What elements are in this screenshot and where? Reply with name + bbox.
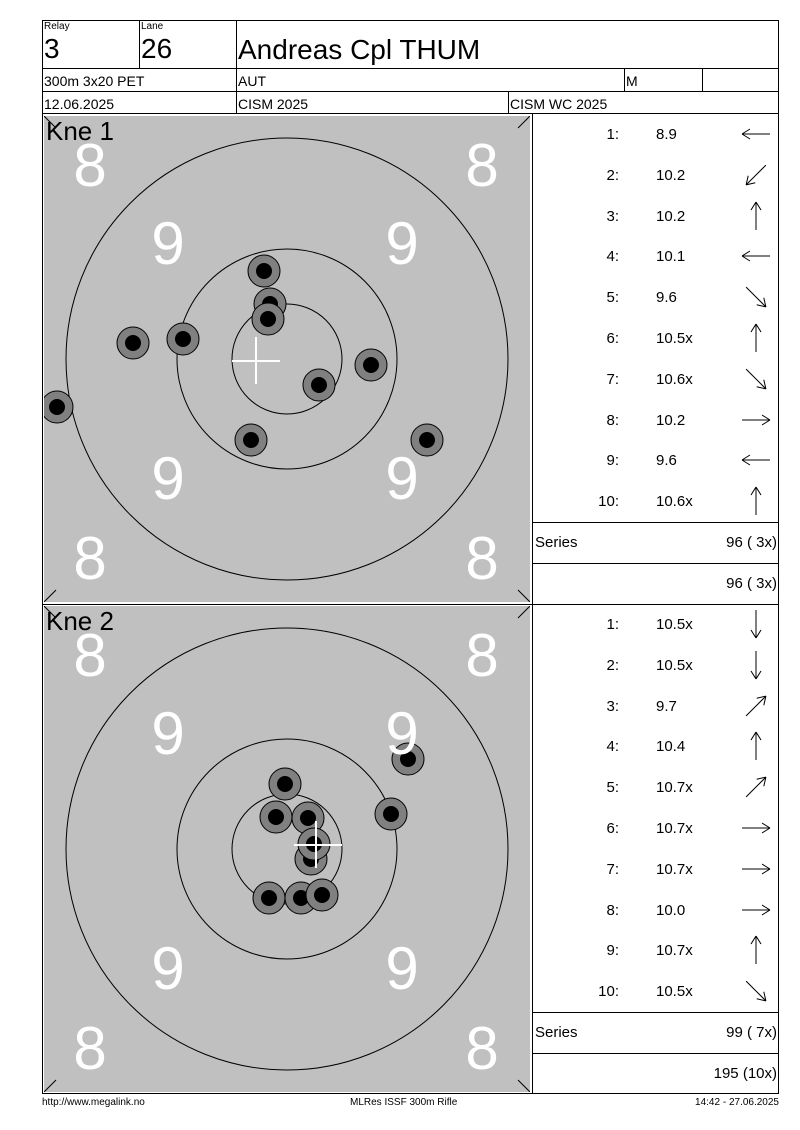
shot-number: 10: — [598, 493, 619, 511]
shot-number: 6: — [606, 330, 619, 347]
arrow-up-icon — [738, 322, 774, 358]
shot-hole — [355, 349, 387, 381]
shot-hole — [117, 327, 149, 359]
ring-number: 8 — [465, 1015, 499, 1082]
shot-number: 6: — [606, 820, 619, 837]
ring-number: 8 — [465, 525, 499, 592]
series-divider — [533, 522, 779, 523]
corner-mark — [518, 1080, 530, 1092]
shot-value: 10.5x — [656, 616, 693, 633]
shot-hole — [306, 879, 338, 911]
shot-number: 1: — [606, 616, 619, 633]
relay-value: 3 — [44, 33, 60, 64]
corner-mark — [518, 606, 530, 618]
arrow-left-icon — [738, 118, 774, 154]
arrow-right-icon — [738, 404, 774, 440]
shot-value: 10.2 — [656, 166, 686, 184]
shot-value: 10.7x — [656, 820, 693, 837]
shot-hole — [235, 424, 267, 456]
event-name: 300m 3x20 PET — [44, 73, 145, 89]
header-divider — [702, 68, 703, 91]
shot-number: 9: — [606, 942, 619, 960]
shot-hole — [44, 391, 73, 423]
shot-number: 5: — [606, 289, 619, 307]
corner-mark — [518, 116, 530, 128]
shot-row — [533, 930, 779, 970]
arrow-up-icon — [738, 934, 774, 970]
footer-software: MLRes ISSF 300m Rifle — [350, 1097, 458, 1108]
ring-number: 9 — [151, 210, 185, 277]
arrow-right-icon — [738, 812, 774, 848]
shot-row — [533, 400, 779, 440]
shot-number: 4: — [606, 248, 619, 266]
shot-row — [533, 767, 779, 807]
shot-row — [533, 645, 779, 685]
header-divider — [139, 20, 140, 68]
shot-number: 8: — [606, 411, 619, 429]
corner-mark — [518, 590, 530, 602]
shot-row — [533, 155, 779, 195]
arrow-up-right-icon — [738, 771, 774, 807]
shot-row — [533, 686, 779, 726]
match-name: CISM WC 2025 — [510, 96, 608, 112]
ring-number: 9 — [385, 210, 419, 277]
target-1-graphic — [44, 116, 530, 602]
shot-value: 9.7 — [656, 697, 677, 715]
header-divider — [624, 68, 625, 91]
target-1 — [44, 116, 530, 602]
ring-number: 8 — [73, 622, 107, 689]
ring-number: 9 — [385, 700, 419, 767]
shot-value: 9.6 — [656, 289, 677, 307]
competition-name: CISM 2025 — [238, 96, 309, 112]
shot-hole — [253, 882, 285, 914]
arrow-down-right-icon — [738, 975, 774, 1011]
shot-row — [533, 890, 779, 930]
series-label: Series — [535, 1024, 578, 1041]
shot-value: 10.1 — [656, 248, 686, 266]
shot-number: 10: — [598, 983, 619, 1001]
series-value: 96 ( 3x) — [726, 534, 777, 551]
shot-row — [533, 318, 779, 358]
shot-row — [533, 236, 779, 276]
shot-number: 7: — [606, 370, 619, 388]
corner-mark — [44, 1080, 56, 1092]
shot-value: 10.6x — [656, 493, 693, 511]
shot-value: 10.6x — [656, 370, 693, 388]
ring-number: 8 — [465, 622, 499, 689]
target-2 — [44, 606, 530, 1092]
match-date: 12.06.2025 — [44, 96, 115, 112]
arrow-right-icon — [738, 853, 774, 889]
series-divider — [533, 563, 779, 564]
arrow-down-right-icon — [738, 363, 774, 399]
total-value: 195 (10x) — [713, 1065, 777, 1082]
nation: AUT — [238, 73, 266, 89]
athlete-name: Andreas Cpl THUM — [238, 34, 481, 65]
arrow-down-icon — [738, 649, 774, 685]
shot-hole — [269, 768, 301, 800]
header-divider — [42, 91, 779, 92]
arrow-up-icon — [738, 485, 774, 521]
shot-row — [533, 359, 779, 399]
series-divider — [533, 1053, 779, 1054]
shot-value: 9.6 — [656, 452, 677, 470]
shot-row — [533, 440, 779, 480]
ring-number: 9 — [151, 445, 185, 512]
shot-row — [533, 726, 779, 766]
shot-row — [533, 277, 779, 317]
ring-number: 9 — [385, 935, 419, 1002]
arrow-up-icon — [738, 200, 774, 236]
shot-hole — [167, 323, 199, 355]
series-value: 99 ( 7x) — [726, 1024, 777, 1041]
arrow-left-icon — [738, 444, 774, 480]
shot-hole — [248, 255, 280, 287]
shot-row — [533, 114, 779, 154]
ring-number: 9 — [151, 935, 185, 1002]
arrow-down-left-icon — [738, 159, 774, 195]
target-label: Kne 1 — [46, 116, 114, 146]
arrow-up-icon — [738, 730, 774, 766]
shot-number: 8: — [606, 901, 619, 919]
shot-row — [533, 849, 779, 889]
shot-number: 9: — [606, 452, 619, 470]
shot-value: 8.9 — [656, 126, 677, 143]
shot-row — [533, 196, 779, 236]
shot-value: 10.2 — [656, 411, 686, 429]
shot-hole — [260, 801, 292, 833]
corner-mark — [44, 590, 56, 602]
shot-value: 10.4 — [656, 738, 686, 756]
ring-number: 8 — [73, 1015, 107, 1082]
shot-value: 10.5x — [656, 656, 693, 674]
shot-value: 10.7x — [656, 942, 693, 960]
ring-8 — [66, 628, 508, 1070]
shot-number: 7: — [606, 860, 619, 878]
total-value: 96 ( 3x) — [726, 575, 777, 592]
shot-hole — [375, 798, 407, 830]
shot-hole — [252, 303, 284, 335]
shot-number: 3: — [606, 207, 619, 225]
target-label: Kne 2 — [46, 606, 114, 636]
arrow-up-right-icon — [738, 690, 774, 726]
shot-value: 10.7x — [656, 860, 693, 878]
arrow-down-icon — [738, 608, 774, 644]
gender: M — [626, 73, 638, 89]
ring-number: 9 — [385, 445, 419, 512]
header-divider — [236, 20, 237, 113]
target-2-graphic — [44, 606, 530, 1092]
series-label: Series — [535, 534, 578, 551]
lane-value: 26 — [141, 33, 173, 64]
shot-row — [533, 808, 779, 848]
shot-value: 10.5x — [656, 330, 693, 347]
shot-number: 5: — [606, 779, 619, 797]
shot-row — [533, 481, 779, 521]
shot-number: 3: — [606, 697, 619, 715]
series-divider — [533, 1012, 779, 1013]
shot-number: 4: — [606, 738, 619, 756]
arrow-right-icon — [738, 894, 774, 930]
shot-number: 1: — [606, 126, 619, 143]
ring-number: 9 — [151, 700, 185, 767]
lane-label: Lane — [141, 21, 164, 32]
arrow-left-icon — [738, 240, 774, 276]
shot-value: 10.2 — [656, 207, 686, 225]
footer-timestamp: 14:42 - 27.06.2025 — [695, 1097, 779, 1108]
ring-number: 8 — [465, 132, 499, 199]
shot-row — [533, 971, 779, 1011]
shot-value: 10.0 — [656, 901, 686, 919]
shot-value: 10.7x — [656, 779, 693, 797]
shot-number: 2: — [606, 166, 619, 184]
header-divider — [508, 91, 509, 113]
header-divider — [42, 68, 779, 69]
arrow-down-right-icon — [738, 281, 774, 317]
shot-number: 2: — [606, 656, 619, 674]
relay-label: Relay — [44, 21, 70, 32]
shot-hole — [303, 369, 335, 401]
ring-number: 8 — [73, 132, 107, 199]
shot-value: 10.5x — [656, 983, 693, 1001]
footer-url: http://www.megalink.no — [42, 1097, 145, 1108]
ring-number: 8 — [73, 525, 107, 592]
shot-row — [533, 604, 779, 644]
